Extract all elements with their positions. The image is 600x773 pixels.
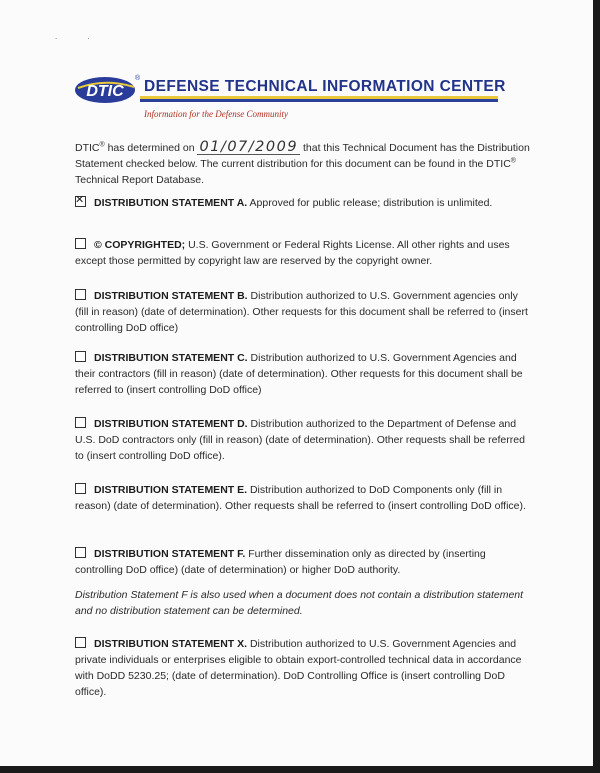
statement-c: [75, 350, 530, 398]
statement-a: [75, 195, 530, 211]
statement-e: [75, 482, 530, 514]
statement-a-text: Approved for public release; distribution is unlimited.: [247, 197, 493, 209]
statement-d-text: Distribution authorized to the Department of Defense and U.S. DoD contractors only (fill in reason) (date of determination). Other requests shall be referred to (insert controlling DoD office).: [75, 418, 525, 462]
statement-e-text: Distribution authorized to DoD Components only (fill in reason) (date of determination). Other requests shall be referred to (insert controlling DoD office).: [75, 484, 526, 512]
statement-d: [75, 416, 530, 464]
statement-c-text: Distribution authorized to U.S. Government Agencies and their contractors (fill in reason) (date of determination). Other requests for this document shall be referred to (insert controlling DoD office): [75, 352, 523, 396]
statement-b-title: DISTRIBUTION STATEMENT B.: [94, 290, 248, 302]
statement-a-title: DISTRIBUTION STATEMENT A.: [94, 197, 248, 209]
intro-paragraph: DTIC® has determined on 01/07/2009 that this Technical Document has the Distribution Statement checked below. The current distribution for this document can be found in the DTIC® Technical Report Database.: [75, 139, 530, 186]
svg-text:®: ®: [135, 75, 140, 82]
statement-copyright-text: U.S. Government or Federal Rights License. All other rights and uses except those permitted by copyright law are reserved by the copyright owner.: [75, 239, 510, 267]
statement-d-title: DISTRIBUTION STATEMENT D.: [94, 418, 248, 430]
statement-e-title: DISTRIBUTION STATEMENT E.: [94, 484, 248, 496]
tagline: Information for the Defense Community: [144, 109, 288, 119]
logo-text: DTIC: [86, 83, 124, 100]
statement-copyright-checkbox[interactable]: [75, 238, 86, 249]
statement-b: [75, 288, 530, 336]
statement-c-title: DISTRIBUTION STATEMENT C.: [94, 352, 248, 364]
statement-x-title: DISTRIBUTION STATEMENT X.: [94, 638, 248, 650]
header-stripe-blue: [140, 99, 498, 102]
statement-b-checkbox[interactable]: [75, 289, 86, 300]
statement-x-text: Distribution authorized to U.S. Government Agencies and private individuals or enterprises eligible to obtain export-controlled technical data in accordance with DoDD 5230.25; (date of determination). DoD Controlling Office is (insert controlling DoD office).: [75, 638, 522, 698]
statement-c-checkbox[interactable]: [75, 351, 86, 362]
statement-f-note: Distribution Statement F is also used when a document does not contain a distribution statement and no distribution statement can be determined.: [75, 589, 524, 617]
statement-x: [75, 636, 530, 700]
statement-e-checkbox[interactable]: [75, 483, 86, 494]
determination-date: 01/07/2009: [199, 139, 299, 155]
statement-f-title: DISTRIBUTION STATEMENT F.: [94, 548, 246, 560]
statement-f-text: Further dissemination only as directed by (inserting controlling DoD office) (date of determination) or higher DoD authority.: [75, 548, 486, 576]
scan-specks: ..: [55, 32, 120, 41]
scan-edge-bottom: [0, 766, 600, 773]
scan-edge-right: [593, 0, 600, 773]
statement-f: [75, 546, 530, 578]
dtic-logo: [74, 72, 140, 106]
statement-x-checkbox[interactable]: [75, 637, 86, 648]
center-name: DEFENSE TECHNICAL INFORMATION CENTER: [144, 78, 506, 95]
statement-d-checkbox[interactable]: [75, 417, 86, 428]
dtic-header: [74, 68, 504, 124]
statement-b-text: Distribution authorized to U.S. Government agencies only (fill in reason) (date of determination). Other requests for this document shall be referred to (insert controlling DoD office): [75, 290, 528, 334]
statement-a-checkbox[interactable]: [75, 196, 86, 207]
statement-copyright-title: © COPYRIGHTED;: [94, 239, 186, 251]
statement-f-checkbox[interactable]: [75, 547, 86, 558]
statement-copyright: [75, 237, 530, 269]
